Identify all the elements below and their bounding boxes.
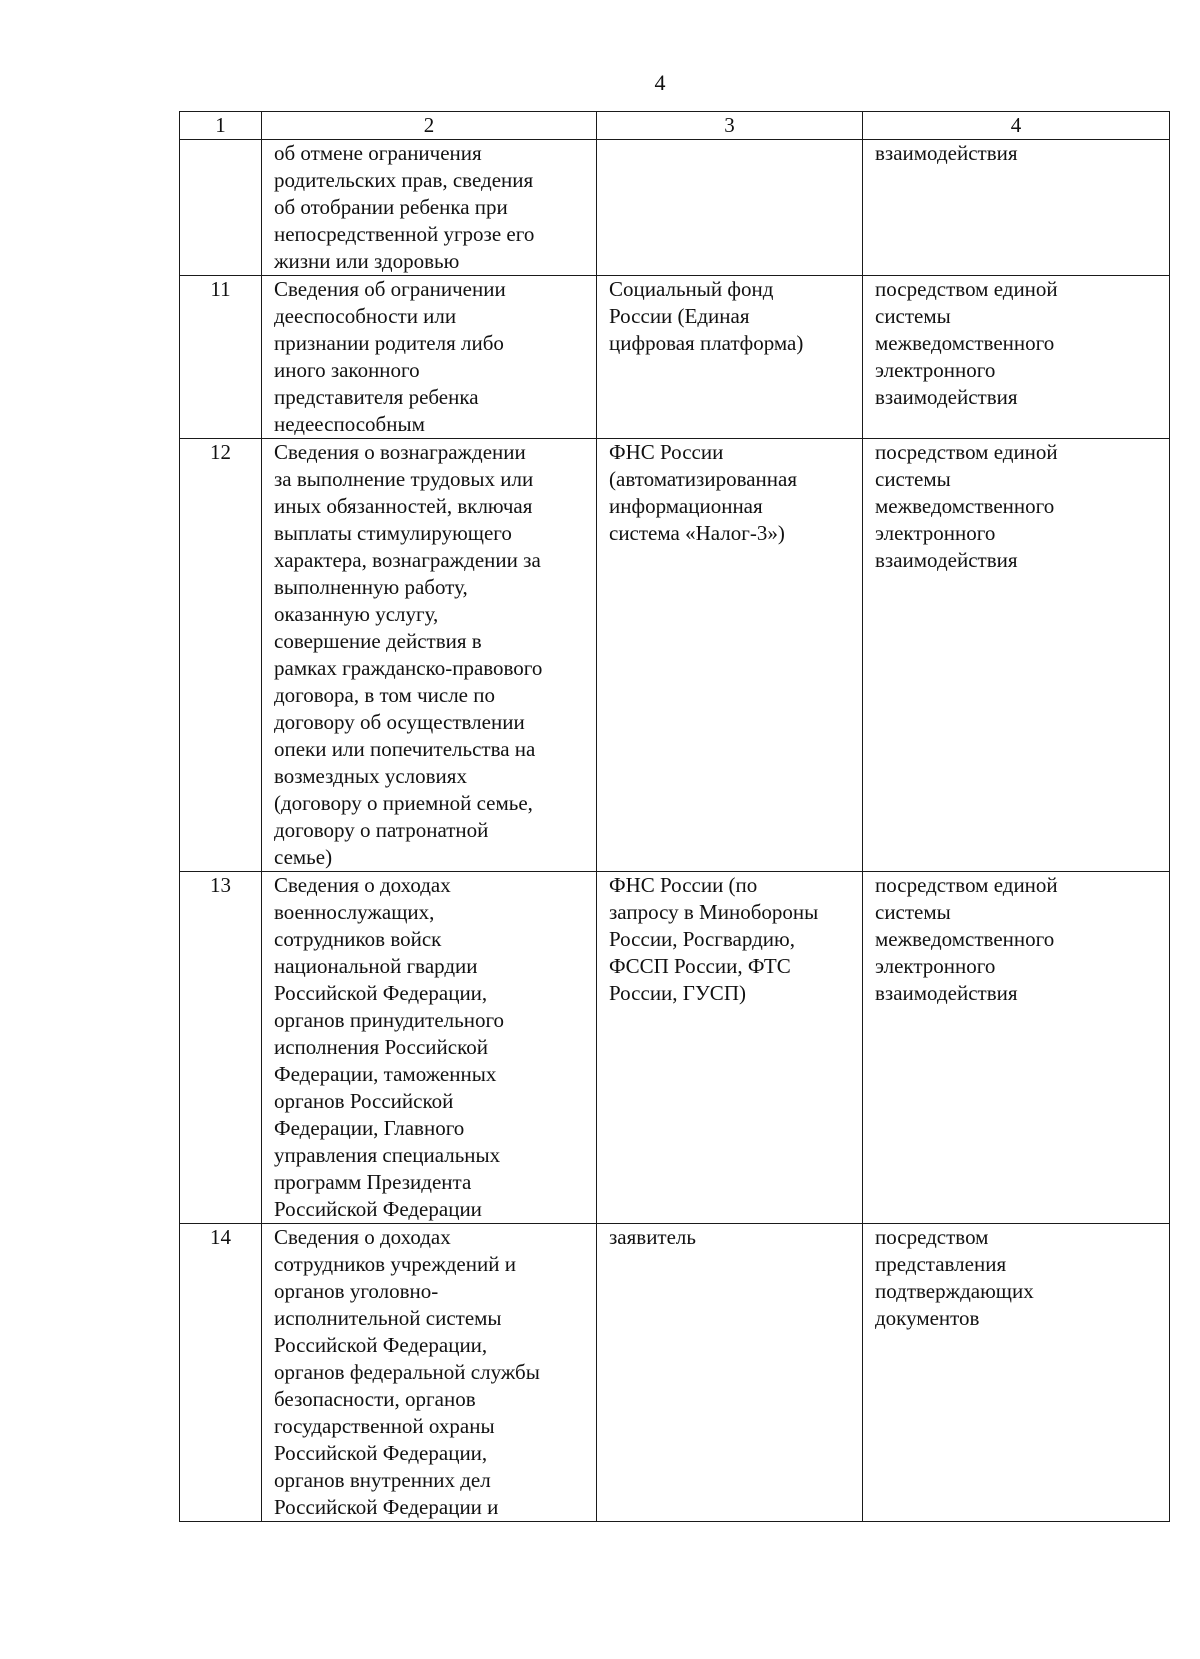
page-number: 4: [654, 70, 666, 95]
source-cell: заявитель: [597, 1224, 863, 1522]
table-row: [180, 872, 1170, 1224]
data-table: [179, 111, 1170, 1522]
row-number: [180, 140, 262, 276]
source-cell: [597, 140, 863, 276]
info-cell: Сведения о доходах военнослужащих, сотрудников войск национальной гвардии Российской Федерации, органов принудительного исполнения Российской Федерации, таможенных органов Российской Федерации, Главного управления специальных программ Президента Российской Федерации: [262, 872, 597, 1224]
table-row: [180, 439, 1170, 872]
table-body: [180, 140, 1170, 1522]
header-row: [180, 112, 1170, 140]
method-cell: посредством единой системы межведомственного электронного взаимодействия: [863, 439, 1170, 872]
column-header-2: 2: [262, 112, 597, 140]
row-number: 11: [180, 276, 262, 439]
source-cell: ФНС России (по запросу в Минобороны России, Росгвардию, ФССП России, ФТС России, ГУСП): [597, 872, 863, 1224]
info-cell: Сведения о доходах сотрудников учреждений и органов уголовно- исполнительной системы Российской Федерации, органов федеральной службы безопасности, органов государственной охраны Российской Федерации, органов внутренних дел Российской Федерации и: [262, 1224, 597, 1522]
table-header: [180, 112, 1170, 140]
column-header-4: 4: [863, 112, 1170, 140]
method-cell: посредством единой системы межведомственного электронного взаимодействия: [863, 872, 1170, 1224]
row-number: 13: [180, 872, 262, 1224]
column-header-1: 1: [180, 112, 262, 140]
row-number: 14: [180, 1224, 262, 1522]
table-row: [180, 140, 1170, 276]
info-cell: об отмене ограничения родительских прав, сведения об отобрании ребенка при непосредственной угрозе его жизни или здоровью: [262, 140, 597, 276]
table-row: [180, 276, 1170, 439]
info-cell: Сведения об ограничении дееспособности или признании родителя либо иного законного представителя ребенка недееспособным: [262, 276, 597, 439]
row-number: 12: [180, 439, 262, 872]
source-cell: Социальный фонд России (Единая цифровая платформа): [597, 276, 863, 439]
method-cell: посредством представления подтверждающих документов: [863, 1224, 1170, 1522]
info-cell: Сведения о вознаграждении за выполнение трудовых или иных обязанностей, включая выплаты стимулирующего характера, вознаграждении за выполненную работу, оказанную услугу, совершение действия в рамках гражданско-правового договора, в том числе по договору об осуществлении опеки или попечительства на возмездных условиях (договору о приемной семье, договору о патронатной семье): [262, 439, 597, 872]
source-cell: ФНС России (автоматизированная информационная система «Налог-3»): [597, 439, 863, 872]
method-cell: взаимодействия: [863, 140, 1170, 276]
method-cell: посредством единой системы межведомственного электронного взаимодействия: [863, 276, 1170, 439]
table-row: [180, 1224, 1170, 1522]
column-header-3: 3: [597, 112, 863, 140]
